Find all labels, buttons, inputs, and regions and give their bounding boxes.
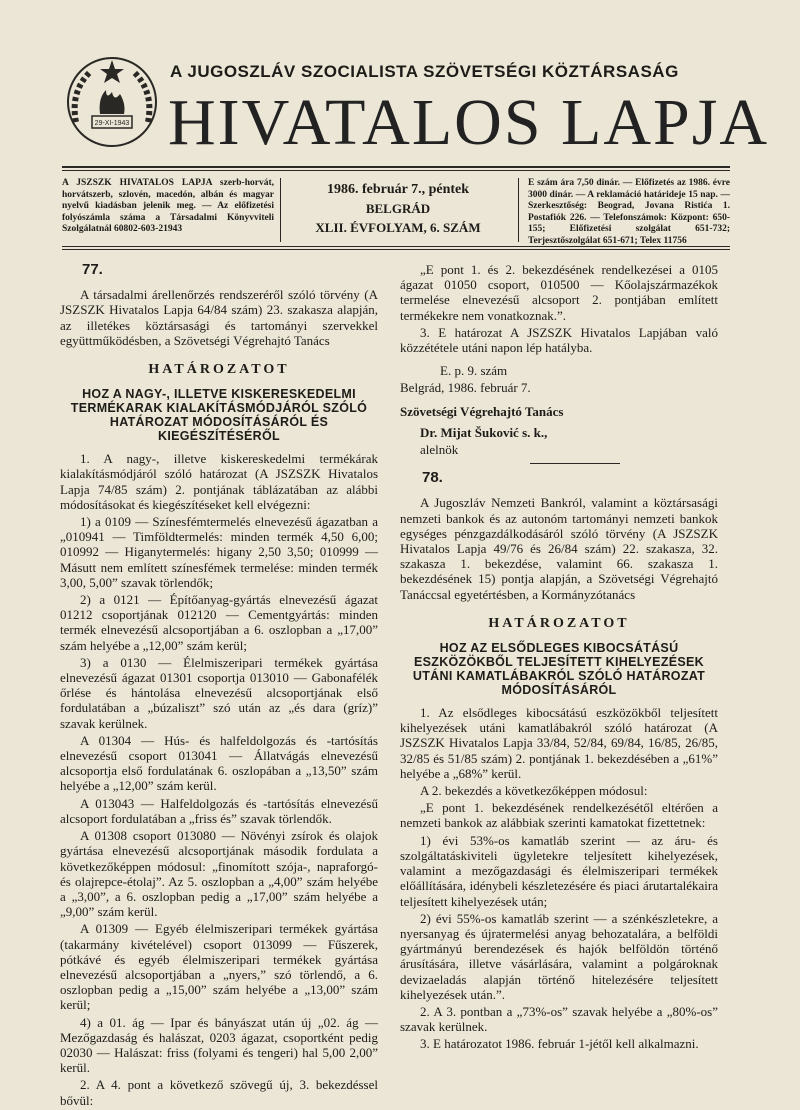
preamble: A Jugoszláv Nemzeti Bankról, valamint a köztársasági nemzeti bankok és az autonóm tartományi nemzeti bankok egységes pénzgazdálkodásáról szóló törvény (A JSZSZK Hivatalos Lapja 49/76 és 26/84 szám) 22. szakasza, 32. szakasza 1. bekezdése, valamint 66. szakasza 1. bekezdésének 15) pontja alapján, a Szövetségi Végrehajtó Tanáccsal egyetértésben, a Kormányzótanács: [400, 495, 718, 602]
issue-volume: XLII. ÉVFOLYAM, 6. SZÁM: [315, 220, 481, 235]
signer-title: alelnök: [420, 442, 459, 458]
svg-text:29-XI-1943: 29-XI-1943: [94, 120, 130, 127]
issue-info: [288, 180, 508, 238]
state-emblem-icon: [62, 52, 162, 152]
issue-date: 1986. február 7., péntek: [326, 182, 470, 197]
paragraph: 1) évi 53%-os kamatláb szerint — az áru- és szolgáltatáskiviteli ügyletekre teljesített kihelyezések, valamint a mezőgazdasági és élelmiszeripari termékek előállítására, idénybeli készletezésére és piaci árutartalékaira teljesített kihelyezések után;: [400, 832, 718, 909]
paragraph: 2. A 4. pont a következő szövegű új, 3. bekezdéssel bővül:: [60, 1077, 378, 1108]
header-divider: [280, 178, 281, 242]
paragraph: 4) a 01. ág — Ipar és bányászat után új „02. ág — Mezőgazdaság és halászat, 0203 ágazat, csoportként pedig 02030 — Halászat: friss (folyami és tengeri) hal 5,00 2,00” kerül.: [60, 1014, 378, 1076]
paragraph: 3) a 0130 — Élelmiszeripari termékek gyártása elnevezésű ágazat 01301 csoportja 013010 — Gabonafélék őrlése és hántolása elnevezésű alcsoportjának első fordulatában a „búzaliszt” szó után az „és dara (gríz)” szavak kerülnek.: [60, 654, 378, 731]
publication-title: HIVATALOS LAPJA: [168, 86, 770, 159]
decision-heading: HATÁROZATOT: [148, 362, 290, 378]
issue-city: BELGRÁD: [365, 201, 431, 216]
header-bottom-rule-2: [62, 249, 730, 250]
paragraph: 1. Az elsődleges kibocsátású eszközökből teljesített kihelyezések utáni kamatlábakról szóló határozat (A JSZSZK Hivatalos Lapja 33/84, 52/84, 69/84, 16/85, 26/85, 32/85 és 51/85 szám) 2. pontjának 1. bekezdésében a „61%” helyébe a „68%” kerül.: [400, 705, 718, 781]
preamble: A társadalmi árellenőrzés rendszeréről szóló törvény (A JSZSZK Hivatalos Lapja 64/84 szám) 23. szakasza alapján, az illetékes köztársasági és tartományi szervekkel együttműködésben, a Szövetségi Végrehajtó Tanács: [60, 287, 378, 348]
decision-heading: HATÁROZATOT: [488, 615, 630, 631]
paragraph: A 013043 — Halfeldolgozás és -tartósítás elnevezésű alcsoport fordulatában a „friss és” szavak törlendők.: [60, 795, 378, 826]
paragraph: A 01308 csoport 013080 — Növényi zsírok és olajok gyártása elnevezésű alcsoportjának második fordulata a következőképpen módosul: „finomított szója-, napraforgó- és olajrepce-étolaj”. Az 5. oszlopban a „4,00” szám helyébe a „3,00”, a 6. oszlopban pedig a „17,00” szám helyébe a „9,00” szám kerül.: [60, 828, 378, 920]
paragraph: 2. A 3. pontban a „73%-os” szavak helyébe a „80%-os” szavak kerülnek.: [400, 1003, 718, 1035]
subscription-info: A JSZSZK HIVATALOS LAPJA szerb-horvát, horvátszerb, szlovén, macedón, albán és magyar nyelvű kiadásban jelenik meg. — Az előfizetési folyószámla száma a Társadalmi Könyvviteli Szolgálatnál 60802-603-21943: [62, 178, 274, 234]
paragraph: 1) a 0109 — Színesfémtermelés elnevezésű ágazatban a „010941 — Timföldtermelés: minden termék 4,50 6,00; 010992 — Higanytermelés: higany 2,50 3,50; 010999 — Másutt nem említett színesfémek termelése: minden termék 3,00, 5,00” szavak törlendők;: [60, 514, 378, 590]
decision-subject: HOZ A NAGY-, ILLETVE KISKERESKEDELMI TERMÉKARAK KIALAKÍTÁSMÓDJÁRÓL SZÓLÓ HATÁROZAT MÓDOSÍTÁSÁRÓL ÉS KIEGÉSZÍTÉSÉRŐL: [70, 387, 368, 444]
reference-number: E. p. 9. szám: [440, 363, 508, 379]
paragraph: 1. A nagy-, illetve kiskereskedelmi termékárak kialakításmódjáról szóló határozat (A JSZSZK Hivatalos Lapja 74/85 szám) 2. pontjának táblázatában az alábbi módosításokat és kiegészítéseket kell elvégezni:: [60, 451, 378, 512]
act-number: 77.: [82, 261, 103, 278]
state-name: A JUGOSZLÁV SZOCIALISTA SZÖVETSÉGI KÖZTÁRSASÁG: [170, 62, 679, 81]
header-bottom-rule: [62, 246, 730, 247]
signer-name: Dr. Mijat Šuković s. k.,: [420, 424, 548, 440]
paragraph: 2) a 0121 — Építőanyag-gyártás elnevezésű ágazat 01212 csoportjának 012120 — Cementgyártás: minden termék elnevezésű alcsoportjában a 6. oszlopban a „17,00” szám helyébe a „12,00” szám kerül;: [60, 592, 378, 653]
price-info: E szám ára 7,50 dinár. — Előfizetés az 1986. évre 3000 dinár. — A reklamáció határideje 15 nap. — Szerkesztőség: Beograd, Jovana Ristića 1. Postafiók 226. — Telefonszámok: Központ: 650-155; Előfizetési szolgálat 651-732; Terjesztőszolgálat 651-671; Telex 11756: [528, 178, 730, 246]
paragraph: A 01309 — Egyéb élelmiszeripari termékek gyártása (takarmány kivételével) csoport 013099 — Fűszerek, pótkávé és egyéb élelmiszeripari termékek gyártása elnevezésű alcsoportjában a „nyers,” szó törlendő, a 6. oszlopban pedig a „15,00” szám helyébe a „13,00” szám kerül;: [60, 921, 378, 1013]
paragraph: 2) évi 55%-os kamatláb szerint — a szénkészletekre, a nyersanyag és újratermelési anyag behozatalára, a belföldi gyártmányú berendezések és hajók belföldön történő árusítására, illetve vásárlására, valamint a polgároknak devizaeladás alapján történő hitelezésére teljesített kihelyezések után.”.: [400, 910, 718, 1002]
header-divider: [518, 178, 519, 242]
left-column: [60, 262, 378, 1110]
act-number: 78.: [422, 469, 443, 487]
paragraph: „E pont 1. bekezdésének rendelkezésétől eltérően a nemzeti bankok az alábbiak szerinti kamatokat fizettetnek:: [400, 800, 718, 831]
section-divider: [530, 463, 620, 464]
paragraph: A 01304 — Hús- és halfeldolgozás és -tartósítás elnevezésű csoport 013041 — Állatvágás elnevezésű alcsoportja első fordulatának 6. oszlopában a „13,50” szám helyébe a „12,00” szám kerül.: [60, 732, 378, 794]
header-rule: [62, 166, 730, 168]
paragraph: „E pont 1. és 2. bekezdésének rendelkezései a 0105 ágazat 01050 csoport, 010500 — Kőolajszármazékok termelése elnevezésű alcsoport 2. pontjában említett termékekre nem vonatkoznak.”.: [400, 262, 718, 323]
council-name: Szövetségi Végrehajtó Tanács: [400, 403, 564, 419]
paragraph: 3. E határozatot 1986. február 1-jétől kell alkalmazni.: [420, 1036, 699, 1052]
paragraph: A 2. bekezdés a következőképpen módosul:: [420, 783, 648, 799]
decision-subject: HOZ AZ ELSŐDLEGES KIBOCSÁTÁSÚ ESZKÖZÖKBŐL TELJESÍTETT KIHELYEZÉSEK UTÁNI KAMATLÁBAKRÓL SZÓLÓ HATÁROZAT MÓDOSÍTÁSÁRÓL: [412, 641, 706, 698]
right-column: [400, 262, 718, 1054]
place-date: Belgrád, 1986. február 7.: [400, 380, 531, 396]
paragraph: 3. E határozat A JSZSZK Hivatalos Lapjában való közzététele utáni napon lép hatályba.: [400, 324, 718, 356]
header-rule-thin: [62, 170, 730, 171]
